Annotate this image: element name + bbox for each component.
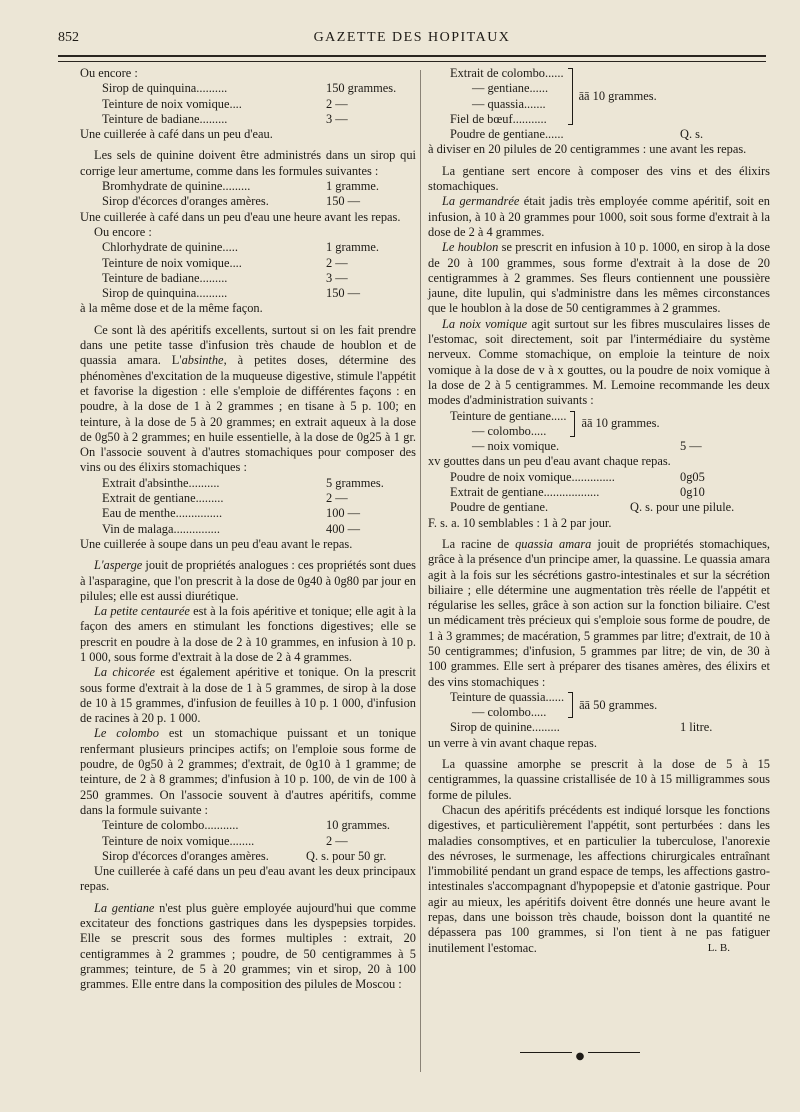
formula-line: Teinture de colombo........... 10 grammes. xyxy=(102,818,391,833)
paragraph: Chacun des apéritifs précédents est indiqué lorsque les fonctions digestives, et particulièrement l'appétit, sont perturbées : dans les maladies consomptives, et en particulier la tuberculose, l'anorexie des névroses, le surmenage, les affections chirurgicales entraînant l'immobilité pendant un grand espace de temps, les affections gastro-intestinales s'accompagnant d'hypopepsie et d'atonie gastrique. Pour agir au mieux, les apéritifs doivent être donnés une heure avant le repas, dans une boisson très chaude, boisson dont la quantité ne dépassera pas 100 grammes, si l'on tient à ne pas fatiguer inutilement l'estomac. L. B. xyxy=(428,802,770,955)
paragraph: Ou encore : xyxy=(80,66,138,80)
formula-line: Chlorhydrate de quinine..... 1 gramme. xyxy=(102,240,379,255)
formula xyxy=(80,818,416,864)
formula-line: Sirop de quinine......... 1 litre. xyxy=(450,720,713,735)
paragraph: xv gouttes dans un peu d'eau avant chaque repas. xyxy=(428,454,671,469)
paragraph: Une cuillerée à café dans un peu d'eau une heure avant les repas. xyxy=(80,209,401,224)
left-column xyxy=(80,66,416,993)
formula-line: Teinture de gentiane..... xyxy=(450,408,567,423)
paragraph: La germandrée était jadis très employée comme apéritif, soit en infusion, à 10 à 20 grammes pour 1000, soit sous forme d'extrait à la dose de 2 à 4 grammes. xyxy=(428,194,770,239)
formula-line: Teinture de quassia...... xyxy=(450,689,565,704)
formula-line: Poudre de noix vomique.............. 0g05 xyxy=(450,469,705,484)
running-title: GAZETTE DES HOPITAUX xyxy=(313,30,511,45)
paragraph: un verre à vin avant chaque repas. xyxy=(428,735,597,750)
formula-line: Eau de menthe............... 100 — xyxy=(102,506,361,521)
formula-line: — noix vomique. 5 — xyxy=(472,439,702,454)
page-number: 852 xyxy=(58,30,79,45)
formula-line: Bromhydrate de quinine......... 1 gramme. xyxy=(102,179,379,194)
right-column xyxy=(428,66,770,956)
header-rule-thin xyxy=(58,61,766,62)
paragraph: La quassine amorphe se prescrit à la dose de 5 à 15 centigrammes, la quassine cristallisée de 10 à 15 milligrammes sous forme de pilules. xyxy=(428,757,770,802)
formula-brace xyxy=(428,409,770,440)
paragraph: La petite centaurée est à la fois apéritive et tonique; elle agit à la façon des amers en stimulant les fonctions digestives; elle se prescrit en poudre à la dose de 2 à 10 grammes, en infusion à 10 p. 1 000, sous forme d'extrait à la dose de 2 à 4 grammes. xyxy=(80,604,417,664)
formula-line: Teinture de noix vomique.... 2 — xyxy=(102,96,348,111)
paragraph: à la même dose et de la même façon. xyxy=(80,301,263,316)
paragraph: Une cuillerée à soupe dans un peu d'eau avant le repas. xyxy=(80,536,353,551)
formula-line: Teinture de badiane......... 3 — xyxy=(102,111,348,126)
formula-line: Extrait d'absinthe.......... 5 grammes. xyxy=(102,475,384,490)
paragraph: Ou encore : xyxy=(94,224,152,239)
formula-line: Sirop de quinquina.......... 150 — xyxy=(102,286,361,301)
paragraph: Une cuillerée à café dans un peu d'eau avant les deux principaux repas. xyxy=(80,864,416,894)
formula-line: — colombo..... xyxy=(472,705,547,720)
column-divider xyxy=(420,70,421,1072)
formula-line: Sirop d'écorces d'oranges amères. 150 — xyxy=(102,194,361,209)
formula-line: Extrait de colombo...... xyxy=(450,66,564,80)
formula-line: Extrait de gentiane.................. 0g10 xyxy=(450,485,705,500)
paragraph: La gentiane sert encore à composer des vins et des élixirs stomachiques. xyxy=(428,163,770,194)
paragraph: La chicorée est également apéritive et tonique. On la prescrit sous forme d'extrait à la dose de 1 à 5 grammes, de sirop à la dose de 10 à 15 grammes, d'infusion de feuilles à 10 p. 1 000, d'infusion de racines à 20 p. 1 000. xyxy=(80,665,417,726)
formula-dose: āā 50 grammes. xyxy=(579,697,658,712)
formula-line: Sirop de quinquina.......... 150 grammes. xyxy=(102,81,397,96)
formula-dose: āā 10 grammes. xyxy=(581,416,660,431)
formula-line: Poudre de gentiane...... Q. s. xyxy=(450,127,704,142)
paragraph: Les sels de quinine doivent être administrés dans un sirop qui corrige leur amertume, comme dans les formules suivantes : xyxy=(80,148,416,178)
formula-line: Fiel de bœuf........... xyxy=(450,111,547,126)
paragraph: Le colombo est un stomachique puissant et un tonique renfermant plusieurs principes actifs; on l'emploie sous forme de poudre, de 0g50 à 2 grammes; d'extrait, de 0g10 à 1 gramme; de teinture, de 2 à 8 grammes; d'infusion à 10 p. 100, de vin de 100 à 250 grammes. On l'associe souvent à d'autres apéritifs, comme dans la formule suivante : xyxy=(80,726,416,817)
formula-line: — quassia....... xyxy=(472,96,546,111)
formula-line: Poudre de gentiane. Q. s. pour une pilule. xyxy=(450,500,735,515)
formula-line: Teinture de badiane......... 3 — xyxy=(102,270,348,285)
paragraph: à diviser en 20 pilules de 20 centigrammes : une avant les repas. xyxy=(428,142,747,157)
formula-brace xyxy=(428,66,770,127)
paragraph: F. s. a. 10 semblables : 1 à 2 par jour. xyxy=(428,515,612,530)
paragraph: Une cuillerée à café dans un peu d'eau. xyxy=(80,127,273,142)
end-ornament: ● xyxy=(520,1052,640,1072)
paragraph: Le houblon se prescrit en infusion à 10 p. 1000, en sirop à la dose de 20 à 100 grammes, sous forme d'extrait à la dose de 20 centigrammes à 2 grammes. Ses fleurs contiennent une poussière jaune, dite lupulin, qui s'administre dans les mêmes circonstances que le houblon à la dose de 50 centigrammes à 2 grammes. xyxy=(428,240,770,316)
paragraph: La gentiane n'est plus guère employée aujourd'hui que comme excitateur des fonctions gastriques dans les dyspepsies torpides. Elle se prescrit sous des formes multiples : extrait, 20 centigrammes à 2 grammes ; poudre, de 50 centigrammes à 5 grammes; teinture, de 5 à 20 grammes; vin et sirop, 20 à 100 grammes. Elle entre dans la composition des pilules de Moscou : xyxy=(80,900,416,992)
formula xyxy=(428,470,770,516)
author-signature: L. B. xyxy=(707,941,730,954)
paragraph: Ce sont là des apéritifs excellents, surtout si on les fait prendre dans une petite tasse d'infusion très chaude de houblon et de quassia amara. L'absinthe, à petites doses, détermine des phénomènes d'excitation de la muqueuse digestive, stimule l'appétit et favorise la digestion : elle s'emploie de différentes façons : en poudre, à la dose de 1 à 2 grammes ; en tisane à 5 p. 100; en teinture, à la dose de 5 à 20 grammes; en extrait aqueux à la dose de 0g50 à 2 grammes; en huile essentielle, à la dose de 0g25 à 1 gr. On l'associe souvent à d'autres stomachiques pour composer des vins ou des élixirs stomachiques : xyxy=(80,322,416,475)
formula-line: Extrait de gentiane......... 2 — xyxy=(102,491,348,506)
formula-line: Vin de malaga............... 400 — xyxy=(102,521,361,536)
paragraph: L'asperge jouit de propriétés analogues : ces propriétés sont dues à l'asparagine, que l'on prescrit à la dose de 0g40 à 0g80 par jour en pilules; elle est aussi diurétique. xyxy=(80,558,416,603)
formula-line: Teinture de noix vomique.... 2 — xyxy=(102,255,348,270)
formula-brace xyxy=(428,690,770,721)
formula-line: Sirop d'écorces d'oranges amères. Q. s. pour 50 gr. xyxy=(102,848,387,863)
brace-mark xyxy=(568,692,573,719)
formula-dose: āā 10 grammes. xyxy=(578,88,657,103)
formula-line: — colombo..... xyxy=(472,423,547,438)
formula xyxy=(80,476,416,537)
brace-mark xyxy=(568,68,573,125)
page-header xyxy=(58,30,766,50)
formula xyxy=(80,179,416,210)
formula-line: — gentiane...... xyxy=(472,81,549,96)
formula xyxy=(80,240,416,301)
formula-line: Teinture de noix vomique........ 2 — xyxy=(102,833,348,848)
paragraph: La racine de quassia amara jouit de propriétés stomachiques, grâce à la présence d'un principe amer, la quassine. Le quassia amara agit à la fois sur les sécrétions gastro-intestinales et sur la sécrétion biliaire ; elle détermine une augmentation très réelle de l'appétit et régularise les selles, grâce à son action sur la fonction biliaire. C'est un médicament très précieux qui s'emploie sous forme de poudre, de 1 à 3 grammes; de macération, 5 grammes par litre; d'extrait, de 10 à 50 centigrammes; d'infusion, 5 grammes par litre; de vin, de 30 à 100 grammes. Elle sert à préparer des tisanes amères, des élixirs et des vins stomachiques : xyxy=(428,536,770,689)
header-rule-thick xyxy=(58,55,766,57)
formula xyxy=(80,81,416,127)
brace-mark xyxy=(570,411,575,438)
paragraph: La noix vomique agit surtout sur les fibres musculaires lisses de l'estomac, soit directement, soit par l'intermédiaire du système nerveux. Comme stomachique, on emploie la teinture de noix vomique à la dose de v à x gouttes, ou la poudre de noix vomique à la dose de 2 à 5 centigrammes. M. Lemoine recommande les deux modes d'administration suivants : xyxy=(428,316,770,408)
